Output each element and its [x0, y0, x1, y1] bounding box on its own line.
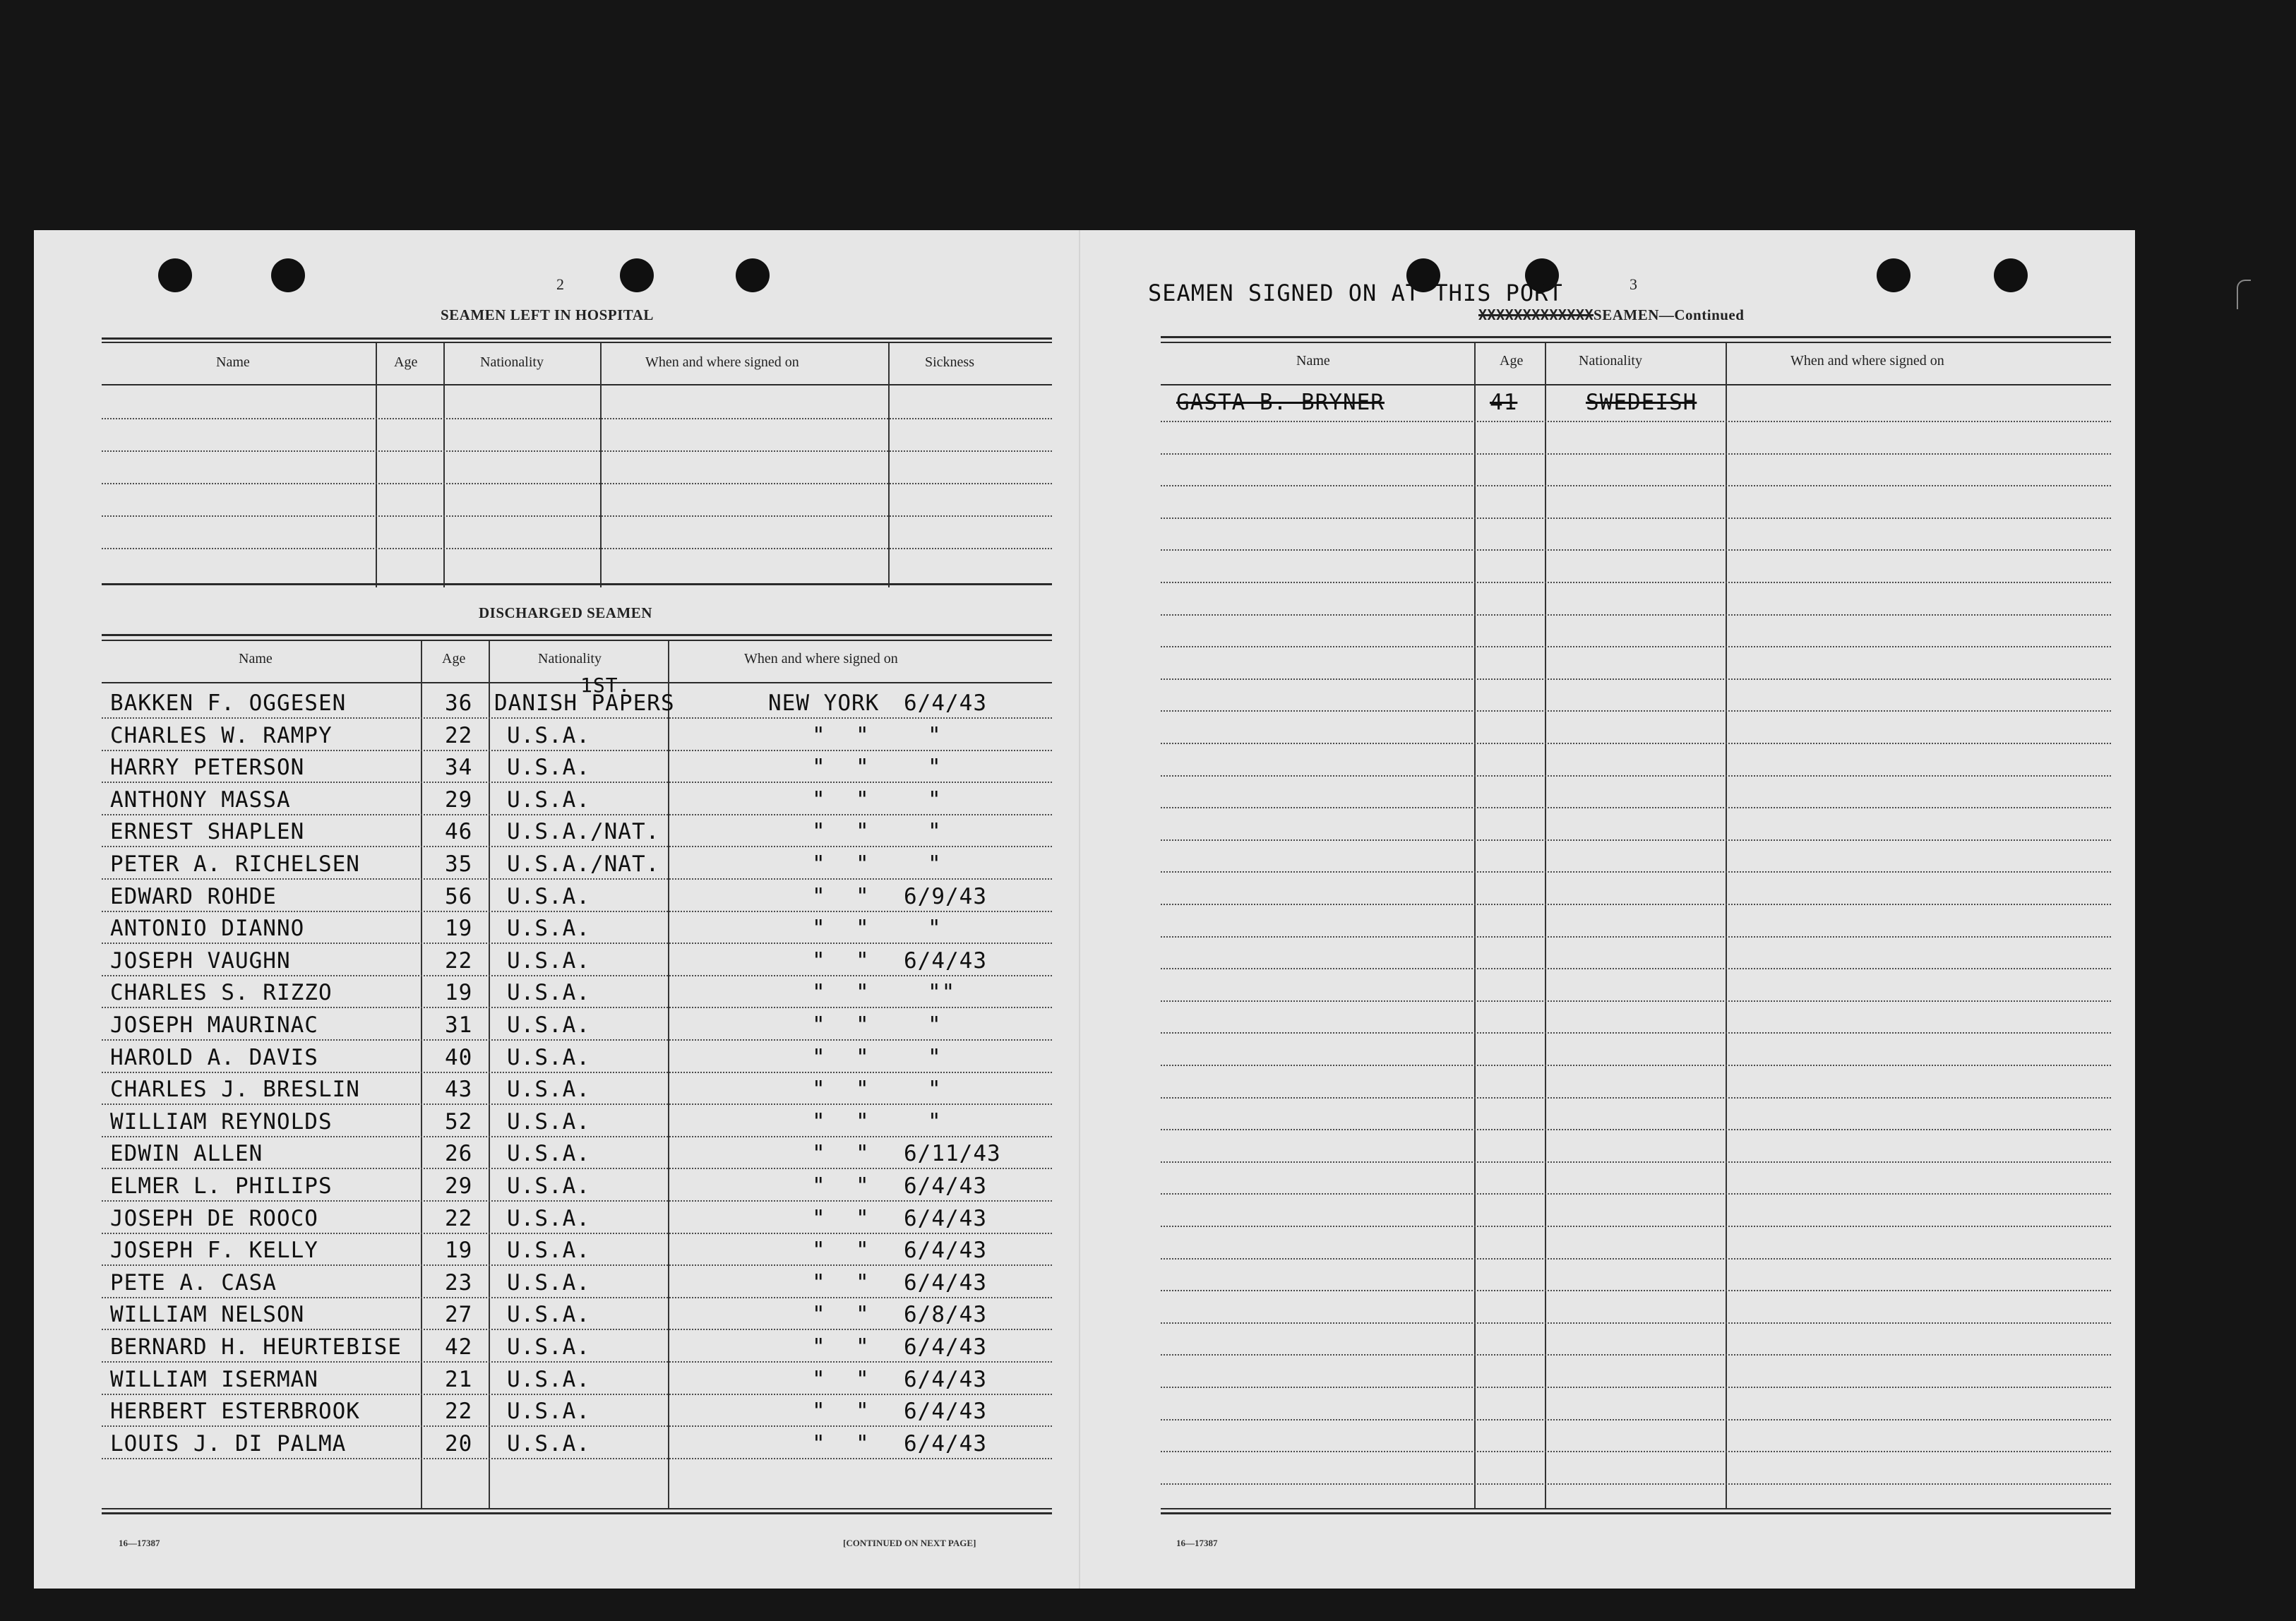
right-row-nationality: SWEDEISH	[1586, 390, 1697, 415]
discharged-row-ditto: "	[812, 883, 826, 909]
discharged-row-nationality: U.S.A.	[507, 947, 590, 974]
hospital-row-rule	[102, 483, 1052, 484]
binder-hole	[736, 258, 770, 292]
discharged-row-nationality: U.S.A.	[507, 755, 590, 781]
discharged-row-signed-date: 6/4/43	[904, 1205, 987, 1231]
struck-title-rest: SEAMEN—Continued	[1594, 306, 1745, 323]
right-table-bottom-rule-2	[1161, 1512, 2111, 1514]
discharged-row-rule	[102, 1136, 1052, 1137]
hospital-header-age: Age	[394, 354, 418, 370]
discharged-row-rule	[102, 1233, 1052, 1234]
struck-title	[1478, 306, 1744, 324]
discharged-row-ditto: "	[812, 1366, 826, 1392]
right-row-rule	[1161, 1226, 2111, 1227]
discharged-header-age: Age	[442, 651, 466, 666]
discharged-row-name: CHARLES W. RAMPY	[110, 722, 333, 748]
discharged-row-name: EDWIN ALLEN	[110, 1141, 263, 1167]
right-row-rule	[1161, 968, 2111, 969]
discharged-row-name: ANTHONY MASSA	[110, 786, 291, 813]
right-row-rule	[1161, 678, 2111, 680]
hospital-table-bottom-rule	[102, 583, 1052, 585]
discharged-row-rule	[102, 846, 1052, 847]
discharged-row-rule	[102, 1264, 1052, 1266]
right-row-rule	[1161, 485, 2111, 486]
discharged-row-ditto: "	[856, 1108, 870, 1135]
discharged-row-ditto: "	[856, 1302, 870, 1328]
hospital-header-signed-on: When and where signed on	[645, 354, 799, 370]
right-row-rule	[1161, 582, 2111, 583]
discharged-row-signed-date: "	[928, 1012, 942, 1038]
discharged-row-age: 26	[445, 1141, 473, 1167]
right-header-signed-on: When and where signed on	[1790, 353, 1944, 369]
discharged-row-age: 43	[445, 1077, 473, 1103]
discharged-row-signed-place: NEW YORK	[768, 690, 880, 716]
discharged-row-age: 22	[445, 722, 473, 748]
discharged-row-rule	[102, 750, 1052, 751]
hospital-col-divider	[376, 343, 377, 587]
discharged-row-name: LOUIS J. DI PALMA	[110, 1430, 347, 1456]
discharged-row-signed-date: 6/4/43	[904, 1366, 987, 1392]
discharged-row-rule	[102, 975, 1052, 976]
continued-note: [CONTINUED ON NEXT PAGE]	[843, 1538, 976, 1548]
right-row-rule	[1161, 1419, 2111, 1420]
discharged-row-nationality: U.S.A.	[507, 1108, 590, 1135]
discharged-row-nationality: U.S.A.	[507, 883, 590, 909]
discharged-row-ditto: "	[856, 786, 870, 813]
binder-hole	[1877, 258, 1911, 292]
discharged-row-nationality: DANISH PAPERS	[494, 690, 675, 716]
discharged-row-name: ELMER L. PHILIPS	[110, 1173, 333, 1199]
binder-hole	[158, 258, 192, 292]
right-row-rule	[1161, 1032, 2111, 1034]
binder-hole	[1994, 258, 2028, 292]
discharged-header-nationality: Nationality	[538, 651, 602, 666]
discharged-row-nationality: U.S.A.	[507, 1077, 590, 1103]
right-row-rule	[1161, 1387, 2111, 1388]
discharged-row-nationality: U.S.A.	[507, 786, 590, 813]
discharged-row-age: 52	[445, 1108, 473, 1135]
discharged-row-signed-date: "	[928, 819, 942, 845]
discharged-row-nationality: U.S.A.	[507, 1302, 590, 1328]
discharged-row-rule	[102, 1072, 1052, 1073]
right-row-rule	[1161, 518, 2111, 519]
discharged-row-ditto: "	[856, 1173, 870, 1199]
discharged-row-ditto: "	[812, 1205, 826, 1231]
discharged-row-ditto: "	[812, 1108, 826, 1135]
discharged-row-ditto: "	[856, 1334, 870, 1360]
discharged-row-ditto: "	[856, 819, 870, 845]
binder-hole	[620, 258, 654, 292]
discharged-row-nationality: U.S.A.	[507, 722, 590, 748]
discharged-row-ditto: "	[812, 786, 826, 813]
right-row-age: 41	[1490, 390, 1518, 415]
hospital-row-rule	[102, 450, 1052, 452]
discharged-row-signed-date: 6/4/43	[904, 947, 987, 974]
discharged-row-ditto: "	[856, 1205, 870, 1231]
discharged-row-nationality: U.S.A.	[507, 1334, 590, 1360]
right-row-rule	[1161, 807, 2111, 808]
discharged-row-age: 42	[445, 1334, 473, 1360]
right-row-rule	[1161, 904, 2111, 905]
discharged-row-nationality: U.S.A.	[507, 1044, 590, 1070]
discharged-row-age: 29	[445, 786, 473, 813]
discharged-row-name: JOSEPH F. KELLY	[110, 1238, 318, 1264]
discharged-row-nationality: U.S.A.	[507, 980, 590, 1006]
discharged-row-signed-date: "	[928, 1044, 942, 1070]
discharged-row-name: JOSEPH MAURINAC	[110, 1012, 318, 1038]
hospital-header-nationality: Nationality	[480, 354, 544, 370]
discharged-row-name: HARRY PETERSON	[110, 755, 305, 781]
discharged-row-nationality: U.S.A.	[507, 916, 590, 942]
discharged-row-ditto: "	[856, 916, 870, 942]
discharged-row-rule	[102, 1297, 1052, 1298]
discharged-row-signed-date: "	[928, 851, 942, 877]
discharged-row-ditto: "	[856, 980, 870, 1006]
discharged-row-name: JOSEPH VAUGHN	[110, 947, 291, 974]
discharged-row-ditto: "	[856, 851, 870, 877]
right-row-rule	[1161, 1290, 2111, 1291]
right-header-age: Age	[1500, 353, 1524, 369]
hospital-col-divider	[443, 343, 445, 587]
discharged-col-divider	[489, 641, 490, 1509]
right-row-rule	[1161, 453, 2111, 455]
discharged-row-ditto: "	[812, 1334, 826, 1360]
discharged-row-ditto: "	[812, 1430, 826, 1456]
discharged-row-signed-date: 6/4/43	[904, 1238, 987, 1264]
discharged-row-ditto: "	[856, 883, 870, 909]
discharged-row-age: 27	[445, 1302, 473, 1328]
hospital-table-top-rule-2	[102, 342, 1052, 343]
discharged-row-signed-date: 6/4/43	[904, 1430, 987, 1456]
discharged-table-top-rule-2	[102, 640, 1052, 641]
right-table-top-rule	[1161, 336, 2111, 338]
discharged-row-age: 21	[445, 1366, 473, 1392]
right-row-rule	[1161, 1065, 2111, 1066]
discharged-row-age: 31	[445, 1012, 473, 1038]
discharged-row-age: 20	[445, 1430, 473, 1456]
discharged-row-name: WILLIAM NELSON	[110, 1302, 305, 1328]
discharged-row-signed-date: 6/4/43	[904, 1399, 987, 1425]
discharged-row-age: 22	[445, 1205, 473, 1231]
right-row-rule	[1161, 421, 2111, 422]
discharged-row-signed-date: 6/4/43	[904, 690, 987, 716]
right-table-top-rule-2	[1161, 342, 2111, 343]
discharged-row-ditto: "	[856, 1399, 870, 1425]
hospital-col-divider	[600, 343, 602, 587]
struck-title-x: XXXXXXXXXXXXX	[1478, 306, 1594, 323]
page-number: 3	[1630, 275, 1637, 293]
right-row-rule	[1161, 710, 2111, 712]
discharged-row-signed-date: "	[928, 722, 942, 748]
discharged-row-ditto: "	[812, 1044, 826, 1070]
discharged-row-ditto: "	[812, 851, 826, 877]
discharged-row-rule	[102, 1394, 1052, 1395]
discharged-row-age: 34	[445, 755, 473, 781]
right-row-rule	[1161, 1161, 2111, 1163]
discharged-row-rule	[102, 1458, 1052, 1459]
discharged-row-ditto: "	[812, 755, 826, 781]
discharged-row-signed-date: 6/8/43	[904, 1302, 987, 1328]
discharged-row-ditto: "	[856, 1238, 870, 1264]
right-row-rule	[1161, 614, 2111, 616]
right-table-bottom-rule	[1161, 1508, 2111, 1509]
discharged-row-ditto: "	[812, 1238, 826, 1264]
discharged-row-ditto: "	[856, 1141, 870, 1167]
right-row-rule	[1161, 936, 2111, 938]
discharged-row-nationality: U.S.A.	[507, 1173, 590, 1199]
discharged-row-signed-date: "	[928, 755, 942, 781]
discharged-row-ditto: "	[812, 1173, 826, 1199]
discharged-row-name: ANTONIO DIANNO	[110, 916, 305, 942]
discharged-section-title: DISCHARGED SEAMEN	[479, 604, 652, 621]
discharged-row-rule	[102, 1200, 1052, 1202]
discharged-row-nationality: U.S.A.	[507, 1141, 590, 1167]
discharged-row-ditto: "	[856, 1077, 870, 1103]
discharged-row-signed-date: 6/11/43	[904, 1141, 1001, 1167]
discharged-row-nationality: U.S.A./NAT.	[507, 851, 660, 877]
discharged-row-name: PETE A. CASA	[110, 1269, 277, 1296]
discharged-row-rule	[102, 1039, 1052, 1041]
right-header-rule	[1161, 384, 2111, 385]
discharged-row-name: ERNEST SHAPLEN	[110, 819, 305, 845]
discharged-row-signed-date: ""	[928, 980, 956, 1006]
right-header-name: Name	[1296, 353, 1330, 369]
discharged-row-rule	[102, 814, 1052, 815]
right-row-name: GASTA B. BRYNER	[1176, 390, 1385, 415]
discharged-row-ditto: "	[856, 1012, 870, 1038]
discharged-header-signed-on: When and where signed on	[744, 651, 898, 666]
discharged-row-name: HAROLD A. DAVIS	[110, 1044, 318, 1070]
right-row-rule	[1161, 775, 2111, 777]
discharged-row-age: 56	[445, 883, 473, 909]
discharged-row-rule	[102, 1329, 1052, 1330]
discharged-row-rule	[102, 878, 1052, 880]
discharged-row-ditto: "	[812, 1077, 826, 1103]
discharged-row-nationality: U.S.A.	[507, 1366, 590, 1392]
right-row-rule	[1161, 1451, 2111, 1452]
discharged-row-ditto: "	[812, 1012, 826, 1038]
discharged-row-ditto: "	[856, 722, 870, 748]
discharged-row-ditto: "	[812, 980, 826, 1006]
right-row-rule	[1161, 743, 2111, 744]
discharged-table-bottom-rule-2	[102, 1512, 1052, 1514]
discharged-row-nationality: U.S.A.	[507, 1238, 590, 1264]
right-row-rule	[1161, 1258, 2111, 1260]
binder-hole	[271, 258, 305, 292]
discharged-row-signed-date: 6/4/43	[904, 1269, 987, 1296]
discharged-row-ditto: "	[812, 1399, 826, 1425]
page-number: 2	[556, 275, 564, 293]
discharged-row-nationality: U.S.A.	[507, 1430, 590, 1456]
discharged-row-name: HERBERT ESTERBROOK	[110, 1399, 360, 1425]
discharged-row-age: 22	[445, 1399, 473, 1425]
discharged-row-ditto: "	[812, 916, 826, 942]
hospital-section-title: SEAMEN LEFT IN HOSPITAL	[441, 306, 654, 323]
right-row-rule	[1161, 1097, 2111, 1099]
form-number: 16—17387	[1176, 1538, 1218, 1548]
discharged-row-name: BAKKEN F. OGGESEN	[110, 690, 347, 716]
discharged-row-ditto: "	[812, 1269, 826, 1296]
discharged-row-name: EDWARD ROHDE	[110, 883, 277, 909]
discharged-row-nationality: U.S.A.	[507, 1399, 590, 1425]
discharged-row-name: BERNARD H. HEURTEBISE	[110, 1334, 402, 1360]
discharged-row-age: 19	[445, 1238, 473, 1264]
right-row-rule	[1161, 1483, 2111, 1485]
discharged-row-rule	[102, 1361, 1052, 1363]
typed-heading: SEAMEN SIGNED ON AT THIS PORT	[1148, 280, 1563, 306]
discharged-row-signed-date: "	[928, 786, 942, 813]
discharged-row-ditto: "	[812, 819, 826, 845]
page-fold	[1079, 230, 1080, 1589]
discharged-table-top-rule	[102, 634, 1052, 636]
discharged-row-name: CHARLES J. BRESLIN	[110, 1077, 360, 1103]
discharged-row-rule	[102, 911, 1052, 912]
discharged-row-rule	[102, 717, 1052, 719]
discharged-row-age: 40	[445, 1044, 473, 1070]
discharged-table-bottom-rule	[102, 1508, 1052, 1509]
right-row-rule	[1161, 549, 2111, 551]
discharged-row-name: CHARLES S. RIZZO	[110, 980, 333, 1006]
hospital-row-rule	[102, 515, 1052, 517]
discharged-row-nat-note: 1ST.	[580, 674, 631, 697]
discharged-row-nationality: U.S.A.	[507, 1205, 590, 1231]
discharged-header-name: Name	[239, 651, 273, 666]
discharged-row-rule	[102, 1103, 1052, 1105]
discharged-row-signed-date: 6/4/43	[904, 1334, 987, 1360]
discharged-col-divider	[668, 641, 669, 1509]
hospital-table-top-rule	[102, 337, 1052, 340]
discharged-row-signed-date: 6/4/43	[904, 1173, 987, 1199]
discharged-row-age: 36	[445, 690, 473, 716]
right-header-nationality: Nationality	[1579, 353, 1642, 369]
edge-mark	[2237, 280, 2251, 309]
discharged-row-age: 19	[445, 980, 473, 1006]
right-row-rule	[1161, 646, 2111, 647]
discharged-row-ditto: "	[856, 1430, 870, 1456]
discharged-row-ditto: "	[856, 1366, 870, 1392]
discharged-row-ditto: "	[812, 947, 826, 974]
discharged-row-signed-date: "	[928, 1108, 942, 1135]
form-number: 16—17387	[119, 1538, 160, 1548]
discharged-row-name: JOSEPH DE ROOCO	[110, 1205, 318, 1231]
hospital-header-rule	[102, 384, 1052, 385]
discharged-row-age: 46	[445, 819, 473, 845]
discharged-header-rule	[102, 682, 1052, 683]
discharged-row-age: 19	[445, 916, 473, 942]
right-row-rule	[1161, 1322, 2111, 1324]
discharged-row-rule	[102, 1168, 1052, 1169]
discharged-row-signed-date: 6/9/43	[904, 883, 987, 909]
discharged-row-rule	[102, 1425, 1052, 1427]
discharged-row-ditto: "	[856, 947, 870, 974]
right-row-rule	[1161, 1354, 2111, 1356]
discharged-row-signed-date: "	[928, 916, 942, 942]
discharged-row-nationality: U.S.A./NAT.	[507, 819, 660, 845]
discharged-row-age: 22	[445, 947, 473, 974]
discharged-row-name: WILLIAM REYNOLDS	[110, 1108, 333, 1135]
discharged-row-rule	[102, 943, 1052, 944]
discharged-row-ditto: "	[812, 722, 826, 748]
discharged-row-signed-date: "	[928, 1077, 942, 1103]
right-row-rule	[1161, 1193, 2111, 1195]
right-row-rule	[1161, 1000, 2111, 1002]
discharged-row-ditto: "	[856, 755, 870, 781]
right-row-rule	[1161, 1129, 2111, 1130]
hospital-row-rule	[102, 548, 1052, 549]
discharged-row-nationality: U.S.A.	[507, 1269, 590, 1296]
discharged-col-divider	[421, 641, 422, 1509]
right-row-rule	[1161, 839, 2111, 841]
discharged-row-nationality: U.S.A.	[507, 1012, 590, 1038]
hospital-header-name: Name	[216, 354, 250, 370]
hospital-header-sickness: Sickness	[925, 354, 974, 370]
right-row-rule	[1161, 871, 2111, 873]
discharged-row-age: 29	[445, 1173, 473, 1199]
discharged-row-ditto: "	[856, 1269, 870, 1296]
discharged-row-age: 23	[445, 1269, 473, 1296]
discharged-row-rule	[102, 782, 1052, 783]
discharged-row-age: 35	[445, 851, 473, 877]
ledger-sheet	[34, 230, 2135, 1589]
discharged-row-name: WILLIAM ISERMAN	[110, 1366, 318, 1392]
discharged-row-ditto: "	[812, 1302, 826, 1328]
hospital-col-divider	[888, 343, 890, 587]
hospital-row-rule	[102, 418, 1052, 419]
discharged-row-name: PETER A. RICHELSEN	[110, 851, 360, 877]
discharged-row-rule	[102, 1007, 1052, 1008]
discharged-row-ditto: "	[856, 1044, 870, 1070]
discharged-row-ditto: "	[812, 1141, 826, 1167]
